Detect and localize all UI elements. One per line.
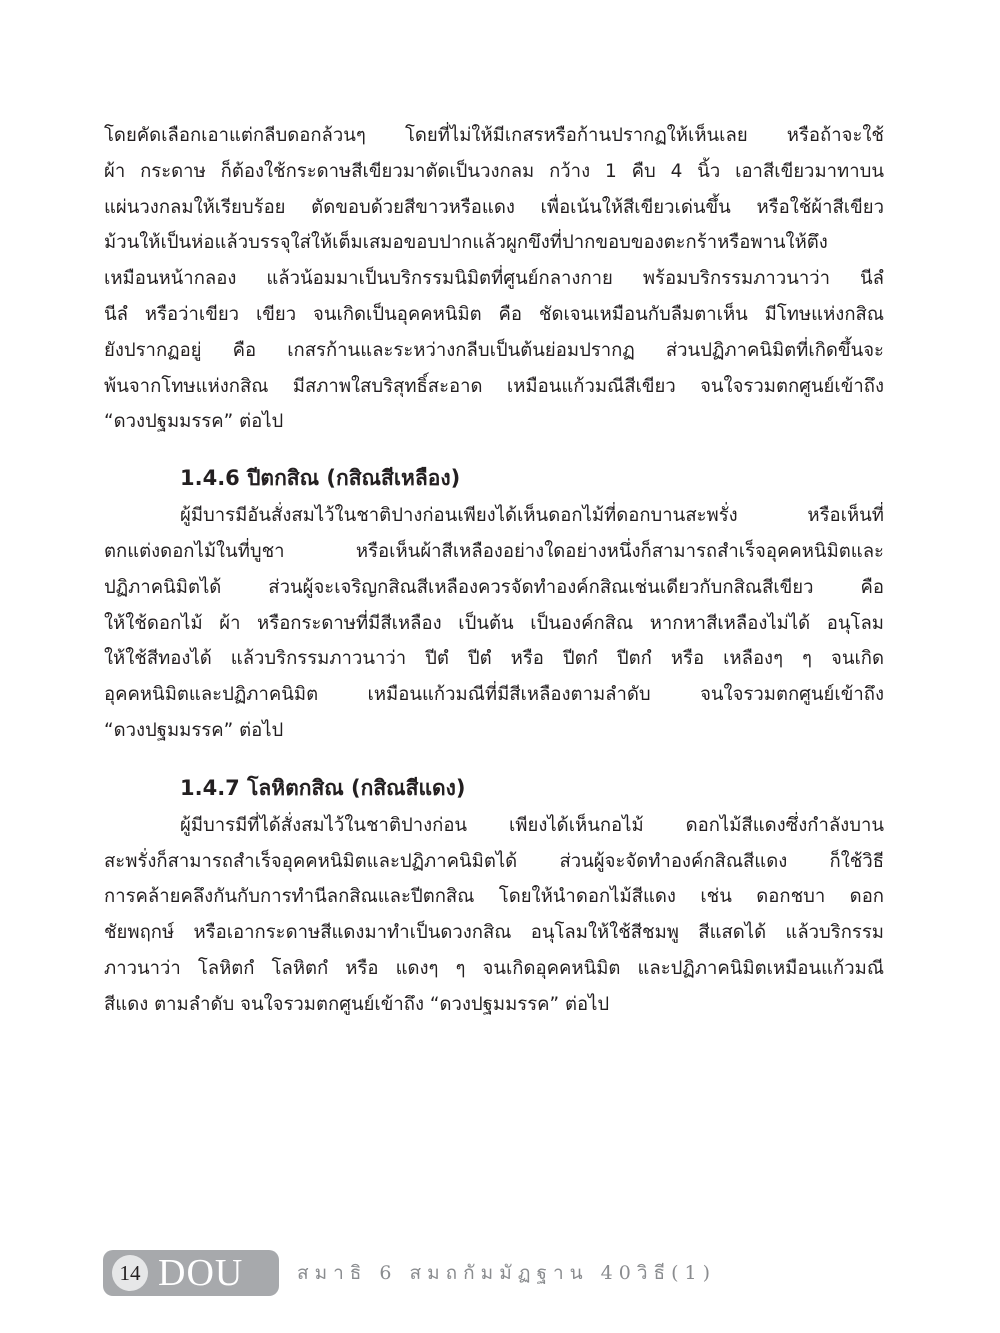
text-line: แผ่นวงกลมให้เรียบร้อย ตัดขอบด้วยสีขาวหรือแดง เพื่อเน้นให้สีเขียวเด่นขึ้น หรือใช้ผ้าสีเขียว <box>104 196 884 218</box>
text-line: การคล้ายคลึงกันกับการทำนีลกสิณและปีตกสิณ โดยให้นำดอกไม้สีแดง เช่น ดอกชบา ดอก <box>104 886 884 908</box>
text-line: ชัยพฤกษ์ หรือเอากระดาษสีแดงมาทำเป็นดวงกสิณ อนุโลมให้ใช้สีชมพู สีแสดได้ แล้วบริกรรม <box>104 922 884 944</box>
text-line: พ้นจากโทษแห่งกสิณ มีสภาพใสบริสุทธิ์สะอาด เหมือนแก้วมณีสีเขียว จนใจรวมตกศูนย์เข้าถึง <box>104 375 884 397</box>
text-line: ภาวนาว่า โลหิตกํ โลหิตกํ หรือ แดงๆ ๆ จนเกิดอุคคหนิมิต และปฏิภาคนิมิตเหมือนแก้วมณี <box>104 957 884 979</box>
text-line: ปฏิภาคนิมิตได้ ส่วนผู้จะเจริญกสิณสีเหลืองควรจัดทำองค์กสิณเช่นเดียวกับกสิณสีเขียว คือ <box>104 576 884 598</box>
section-heading-1-4-7: 1.4.7 โลหิตกสิณ (กสิณสีแดง) <box>180 775 466 800</box>
text-line: “ดวงปฐมมรรค” ต่อไป <box>104 411 284 433</box>
text-line: อุคคหนิมิตและปฏิภาคนิมิต เหมือนแก้วมณีที่มีสีเหลืองตามลำดับ จนใจรวมตกศูนย์เข้าถึง <box>104 684 884 706</box>
text-line: เหมือนหน้ากลอง แล้วน้อมมาเป็นบริกรรมนิมิตที่ศูนย์กลางกาย พร้อมบริกรรมภาวนาว่า นีลํ <box>104 268 884 290</box>
text-line: ผ้า กระดาษ ก็ต้องใช้กระดาษสีเขียวมาตัดเป็นวงกลม กว้าง 1 คืบ 4 นิ้ว เอาสีเขียวมาทาบน <box>104 160 884 182</box>
footer-badge <box>103 1250 279 1296</box>
text-line: ให้ใช้ดอกไม้ ผ้า หรือกระดาษที่มีสีเหลือง เป็นต้น เป็นองค์กสิณ หากหาสีเหลืองไม่ได้ อนุโลม <box>104 612 884 634</box>
intro-paragraph <box>104 118 884 440</box>
text-line: นีลํ หรือว่าเขียว เขียว จนเกิดเป็นอุคคหนิมิต คือ ชัดเจนเหมือนกับลืมตาเห็น มีโทษแห่งกสิณ <box>104 303 884 325</box>
text-line: สะพรั่งก็สามารถสำเร็จอุคคหนิมิตและปฏิภาคนิมิตได้ ส่วนผู้จะจัดทำองค์กสิณสีแดง ก็ใช้วิธี <box>104 850 884 872</box>
book-title: สมาธิ 6 สมถกัมมัฏฐาน 40วิธี(1) <box>297 1262 717 1284</box>
text-line: ให้ใช้สีทองได้ แล้วบริกรรมภาวนาว่า ปีตํ ปีตํ หรือ ปีตกํ ปีตกํ หรือ เหลืองๆ ๆ จนเกิด <box>104 648 884 670</box>
text-line: สีแดง ตามลำดับ จนใจรวมตกศูนย์เข้าถึง “ดวงปฐมมรรค” ต่อไป <box>104 993 610 1015</box>
page-footer <box>103 1250 716 1296</box>
section-1-4-6-paragraph <box>104 498 884 749</box>
text-line: ผู้มีบารมีที่ได้สั่งสมไว้ในชาติปางก่อน เพียงได้เห็นกอไม้ ดอกไม้สีแดงซึ่งกำลังบาน <box>180 814 884 836</box>
text-line: “ดวงปฐมมรรค” ต่อไป <box>104 719 284 741</box>
text-line: ม้วนให้เป็นห่อแล้วบรรจุใส่ให้เต็มเสมอขอบปากแล้วผูกขึงที่ปากขอบของตะกร้าหรือพานให้ตึง <box>104 232 828 254</box>
section-1-4-7-paragraph <box>104 808 884 1023</box>
text-line: โดยคัดเลือกเอาแต่กลีบดอกล้วนๆ โดยที่ไม่ให้มีเกสรหรือก้านปรากฏให้เห็นเลย หรือถ้าจะใช้ <box>104 125 884 146</box>
page-content <box>104 118 884 1023</box>
text-line: ผู้มีบารมีอันสั่งสมไว้ในชาติปางก่อนเพียงได้เห็นดอกไม้ที่ดอกบานสะพรั่ง หรือเห็นที่ <box>180 505 884 527</box>
text-line: ยังปรากฏอยู่ คือ เกสรก้านและระหว่างกลีบเป็นต้นย่อมปรากฏ ส่วนปฏิภาคนิมิตที่เกิดขึ้นจะ <box>104 339 884 361</box>
section-heading-1-4-6: 1.4.6 ปีตกสิณ (กสิณสีเหลือง) <box>180 466 461 491</box>
text-line: ตกแต่งดอกไม้ในที่บูชา หรือเห็นผ้าสีเหลืองอย่างใดอย่างหนึ่งก็สามารถสำเร็จอุคคหนิมิตและ <box>104 540 884 562</box>
dou-logo: DOU <box>158 1252 244 1294</box>
page-number: 14 <box>112 1255 148 1291</box>
